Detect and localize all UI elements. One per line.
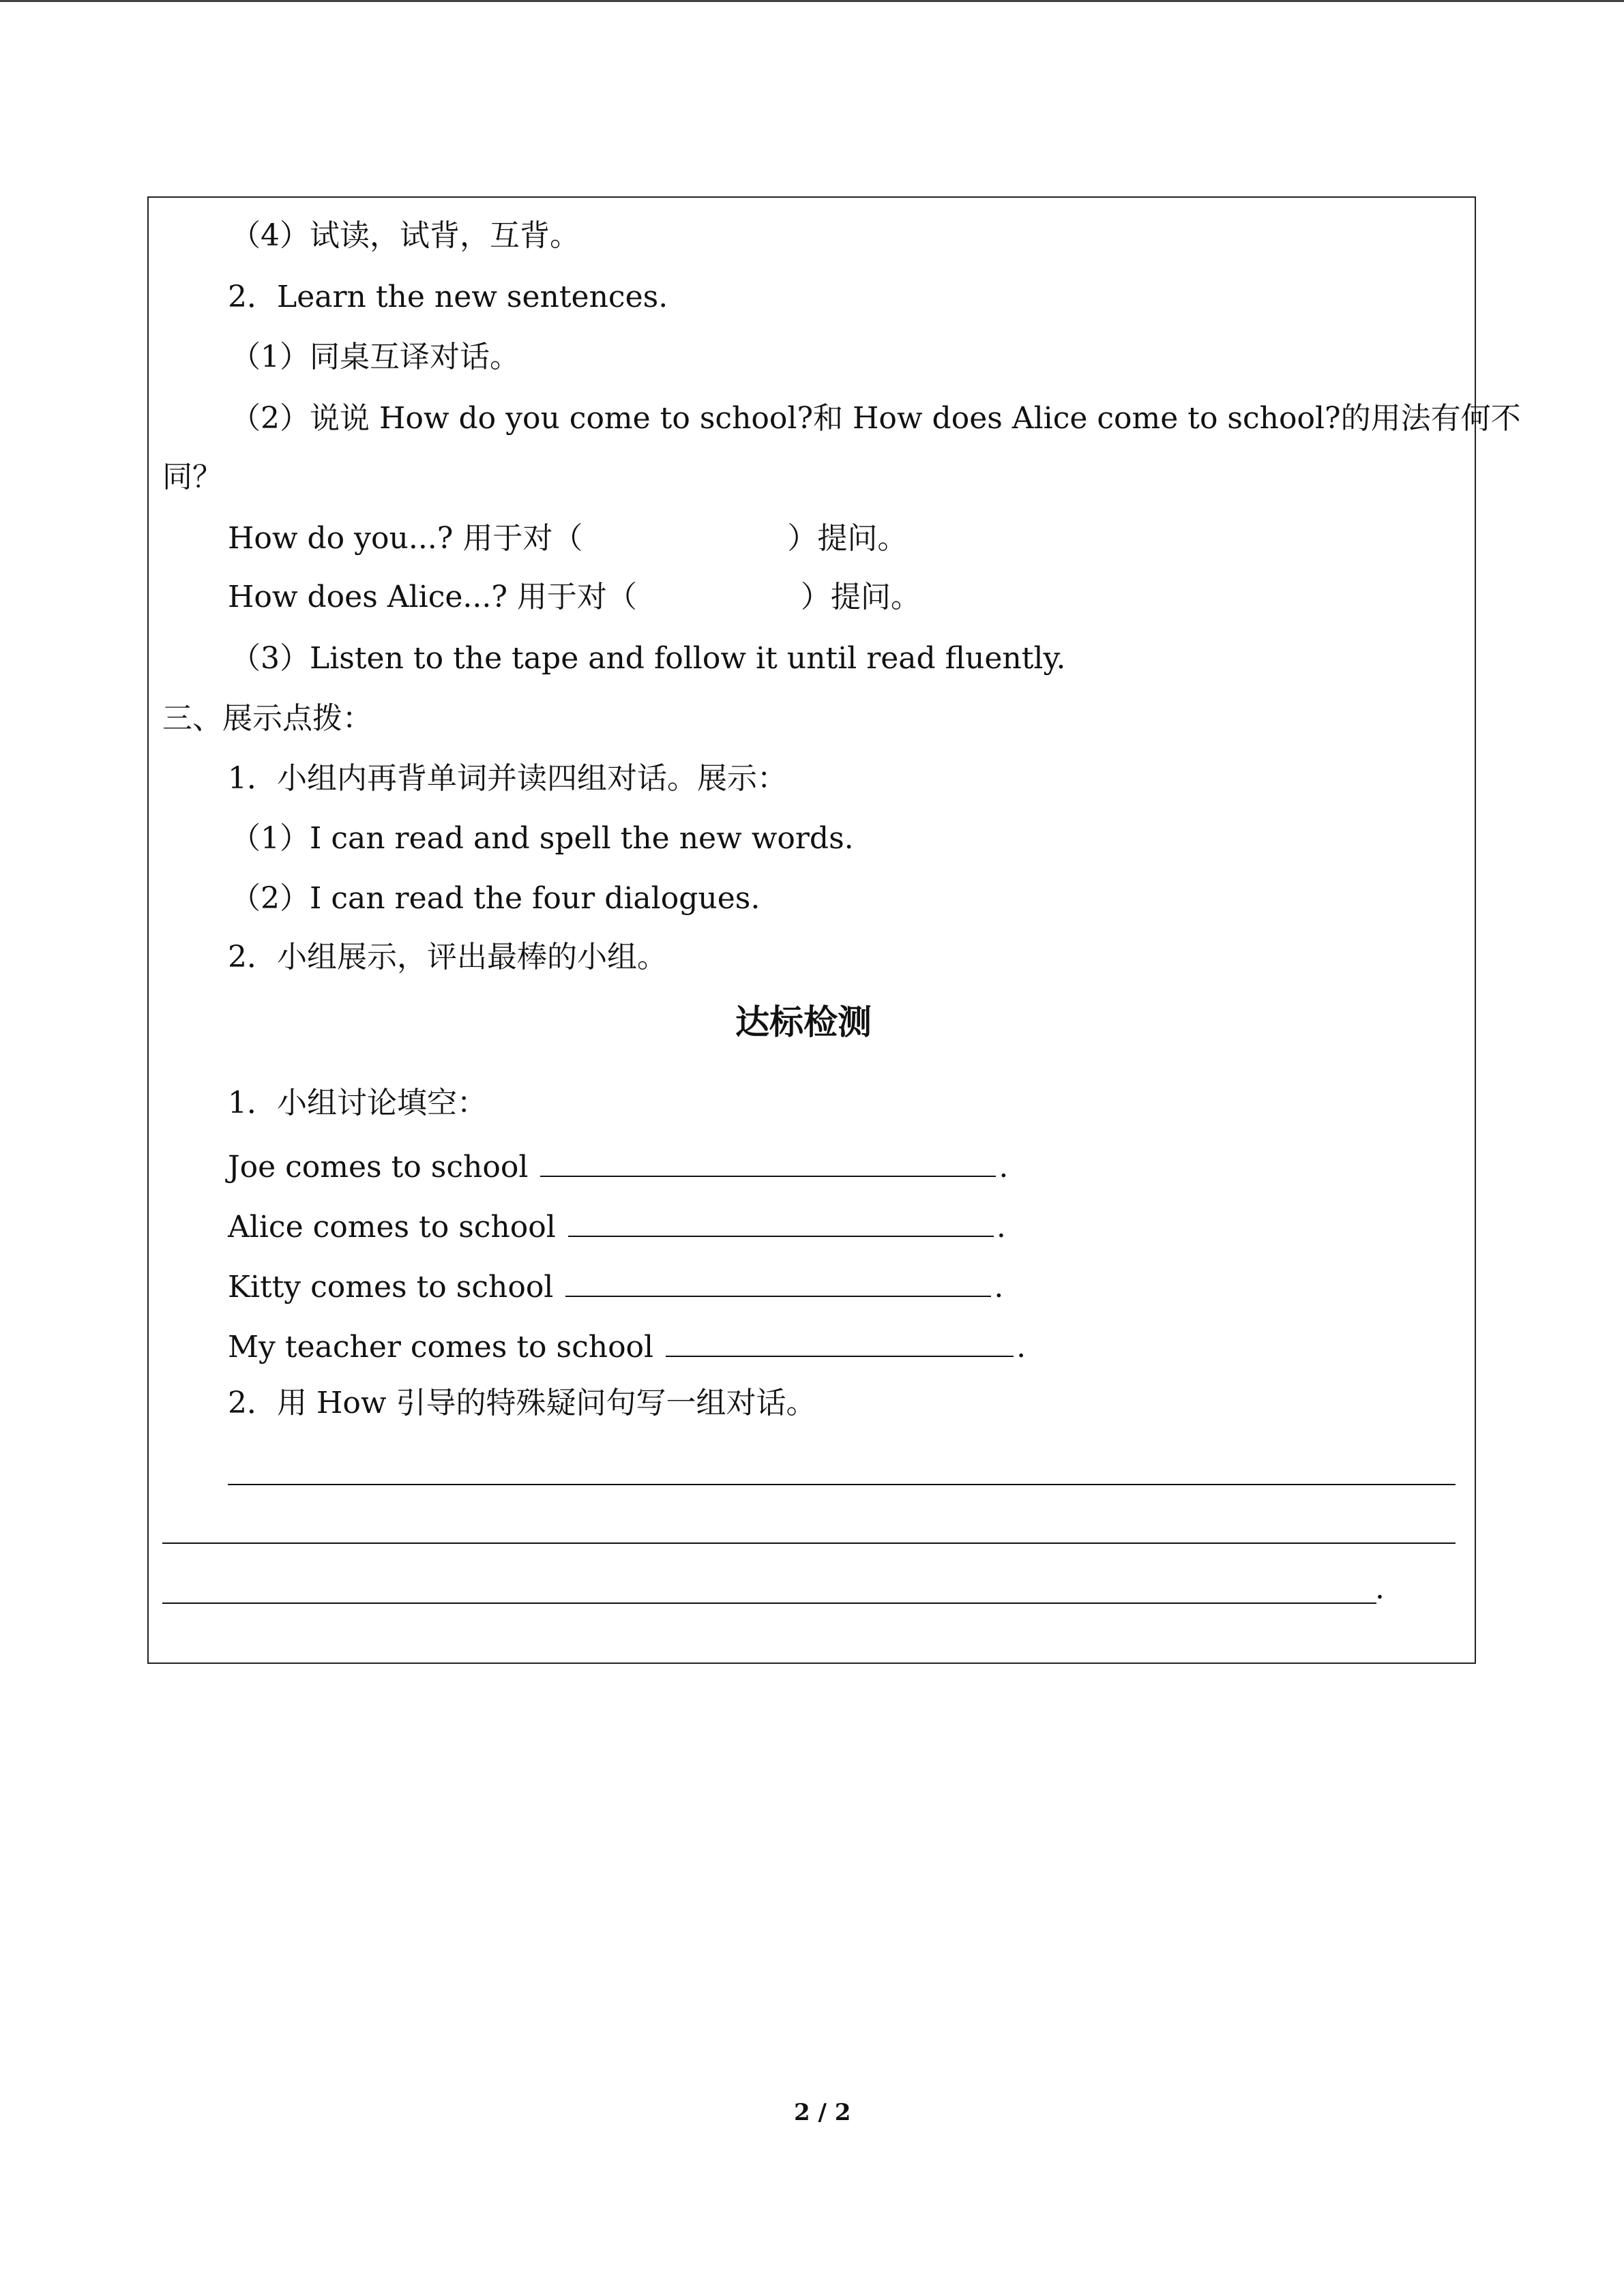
- usage-how-does-alice: [228, 577, 921, 618]
- step-3-text: （3）Listen to the tape and follow it until read fluently.: [231, 641, 1066, 676]
- answer-blank-teacher[interactable]: [666, 1326, 1014, 1357]
- writing-line-3[interactable]: [162, 1602, 1376, 1604]
- display-sub-2: （2）I can read the four dialogues.: [231, 881, 761, 916]
- writing-line-1[interactable]: [228, 1484, 1456, 1485]
- fill-blank-joe-label: Joe comes to school: [228, 1150, 529, 1184]
- period: .: [994, 1270, 1004, 1304]
- exercise-2-heading: 2．用 How 引导的特殊疑问句写一组对话。: [228, 1386, 816, 1420]
- writing-end-period: .: [1375, 1571, 1385, 1606]
- step-1-text: （1）同桌互译对话。: [231, 340, 520, 374]
- writing-line-2[interactable]: [162, 1542, 1456, 1544]
- fill-blank-kitty-label: Kitty comes to school: [228, 1270, 554, 1304]
- section-3-heading: 三、展示点拨：: [162, 701, 372, 736]
- usage-how-do-you-prefix: How do you...? 用于对（: [228, 521, 583, 556]
- top-border-line: [0, 0, 1624, 2]
- answer-blank-joe[interactable]: [540, 1146, 996, 1177]
- period: .: [1016, 1330, 1027, 1365]
- step-2-text-continued: 同？: [162, 460, 222, 494]
- display-sub-1: （1）I can read and spell the new words.: [231, 821, 854, 856]
- usage-how-do-you-suffix: ）提问。: [787, 521, 908, 556]
- display-item-1: 1．小组内再背单词并读四组对话。展示：: [228, 761, 787, 796]
- step-4-text: （4）试读，试背，互背。: [231, 218, 580, 253]
- usage-how-does-alice-prefix: How does Alice...? 用于对（: [228, 580, 637, 614]
- period: .: [996, 1210, 1006, 1244]
- fill-blank-kitty: [228, 1266, 1003, 1308]
- usage-how-do-you: [228, 518, 907, 559]
- fill-blank-alice-label: Alice comes to school: [228, 1210, 556, 1244]
- fill-blank-teacher-label: My teacher comes to school: [228, 1330, 654, 1365]
- section-title: 达标检测: [735, 1002, 872, 1042]
- page-number: 2 / 2: [794, 2099, 851, 2126]
- exercise-1-heading: 1．小组讨论填空：: [228, 1086, 487, 1120]
- answer-blank-kitty[interactable]: [565, 1266, 991, 1297]
- usage-how-does-alice-suffix: ）提问。: [800, 580, 921, 614]
- step-2-text: （2）说说 How do you come to school?和 How does Alice come to school?的用法有何不: [231, 401, 1521, 436]
- display-item-2: 2．小组展示，评出最棒的小组。: [228, 940, 667, 974]
- fill-blank-teacher: [228, 1326, 1026, 1368]
- answer-blank-alice[interactable]: [568, 1206, 994, 1237]
- period: .: [999, 1150, 1009, 1184]
- fill-blank-joe: [228, 1146, 1008, 1188]
- section-2-heading: 2．Learn the new sentences.: [228, 280, 668, 314]
- fill-blank-alice: [228, 1206, 1006, 1248]
